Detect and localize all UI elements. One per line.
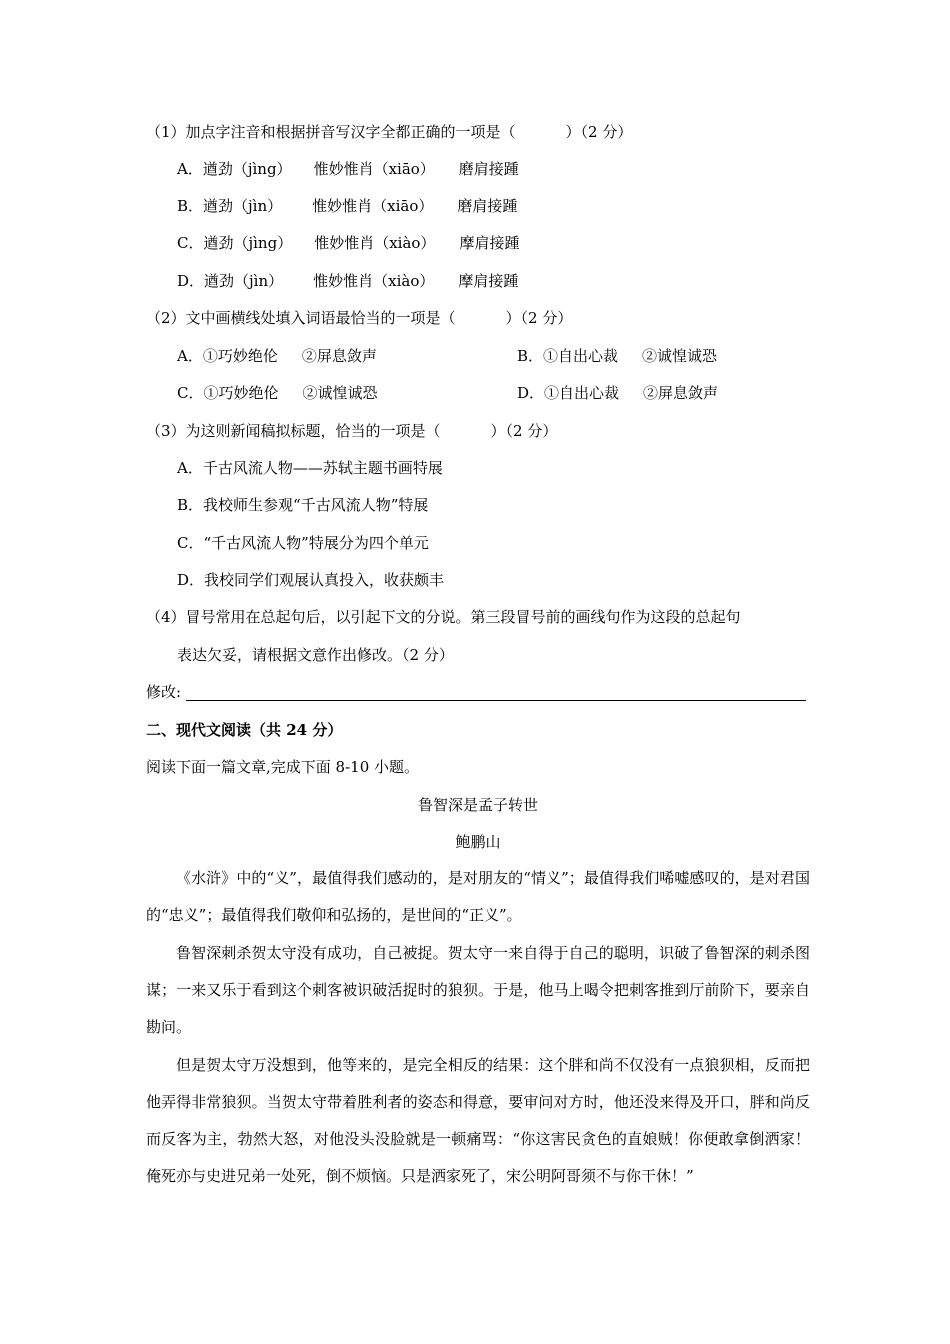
section2-instruction: 阅读下面一篇文章,完成下面 8-10 小题。	[146, 758, 420, 776]
article-title: 鲁智深是孟子转世	[417, 796, 538, 814]
article-paragraph-3: 但是贺太守万没想到，他等来的，是完全相反的结果：这个胖和尚不仅没有一点狼狈相，反而把他弄得非常狼狈。当贺太守带着胜利者的姿态和得意，要审问对方时，他还没来得及开口，胖和尚反而反客为主，勃然大怒，对他没头没脸就是一顿痛骂：“你这害民贪色的直娘贼！你便敢拿倒洒家！俺死亦与史进兄弟一处死，倒不烦恼。只是洒家死了，宋公明阿哥须不与你干休！”	[146, 1056, 810, 1185]
section2-heading: 二、现代文阅读（共 24 分）	[146, 721, 343, 739]
q2-option-a[interactable]: A．①巧妙绝伦 ②屏息敛声	[177, 347, 377, 365]
q4-stem-line1: （4）冒号常用在总起句后，以引起下文的分说。第三段冒号前的画线句作为这段的总起句	[146, 608, 741, 626]
q1-option-d[interactable]: D．遒劲（jìn） 惟妙惟肖（xiào） 摩肩接踵	[177, 272, 519, 290]
q3-option-d[interactable]: D．我校同学们观展认真投入，收获颇丰	[177, 571, 445, 589]
q2-score: ）（2 分）	[505, 309, 573, 327]
q1-stem	[146, 122, 632, 142]
q3-stem-text: （3）为这则新闻稿拟标题，恰当的一项是（	[146, 422, 441, 440]
q1-option-c[interactable]: C．遒劲（jìng） 惟妙惟肖（xiào） 摩肩接踵	[177, 234, 520, 252]
q4-answer-line[interactable]	[186, 700, 806, 701]
q2-stem-text: （2）文中画横线处填入词语最恰当的一项是（	[146, 309, 456, 327]
q1-option-b[interactable]: B．遒劲（jìn） 惟妙惟肖（xiāo） 磨肩接踵	[177, 197, 518, 215]
q3-option-c[interactable]: C．“千古风流人物”特展分为四个单元	[177, 534, 429, 552]
q2-option-c[interactable]: C．①巧妙绝伦 ②诚惶诚恐	[177, 384, 378, 402]
q3-option-a[interactable]: A．千古风流人物——苏轼主题书画特展	[177, 459, 443, 477]
q2-option-b[interactable]: B．①自出心裁 ②诚惶诚恐	[517, 347, 718, 365]
article-author: 鲍鹏山	[455, 833, 501, 851]
q4-stem-line2: 表达欠妥，请根据文意作出修改。（2 分）	[177, 646, 454, 664]
q1-option-a[interactable]: A．遒劲（jìng） 惟妙惟肖（xiāo） 磨肩接踵	[177, 160, 519, 178]
article-paragraph-1: 《水浒》中的“义”，最值得我们感动的，是对朋友的“情义”；最值得我们唏嘘感叹的，是对君国的“忠义”；最值得我们敬仰和弘扬的，是世间的“正义”。	[146, 869, 810, 924]
q3-stem	[146, 421, 557, 441]
q4-answer-label: 修改:	[146, 683, 182, 701]
q1-score: ）（2 分）	[565, 123, 633, 141]
q2-stem	[146, 308, 572, 328]
article-paragraph-2: 鲁智深刺杀贺太守没有成功，自己被捉。贺太守一来自得于自己的聪明，识破了鲁智深的刺杀图谋；一来又乐于看到这个刺客被识破活捉时的狼狈。于是，他马上喝令把刺客推到厅前阶下，要亲自勘问。	[146, 944, 810, 1036]
q2-option-d[interactable]: D．①自出心裁 ②屏息敛声	[517, 384, 719, 402]
q1-stem-text: （1）加点字注音和根据拼音写汉字全都正确的一项是（	[146, 123, 516, 141]
q3-option-b[interactable]: B．我校师生参观“千古风流人物”特展	[177, 496, 429, 514]
q3-score: ）（2 分）	[490, 422, 558, 440]
